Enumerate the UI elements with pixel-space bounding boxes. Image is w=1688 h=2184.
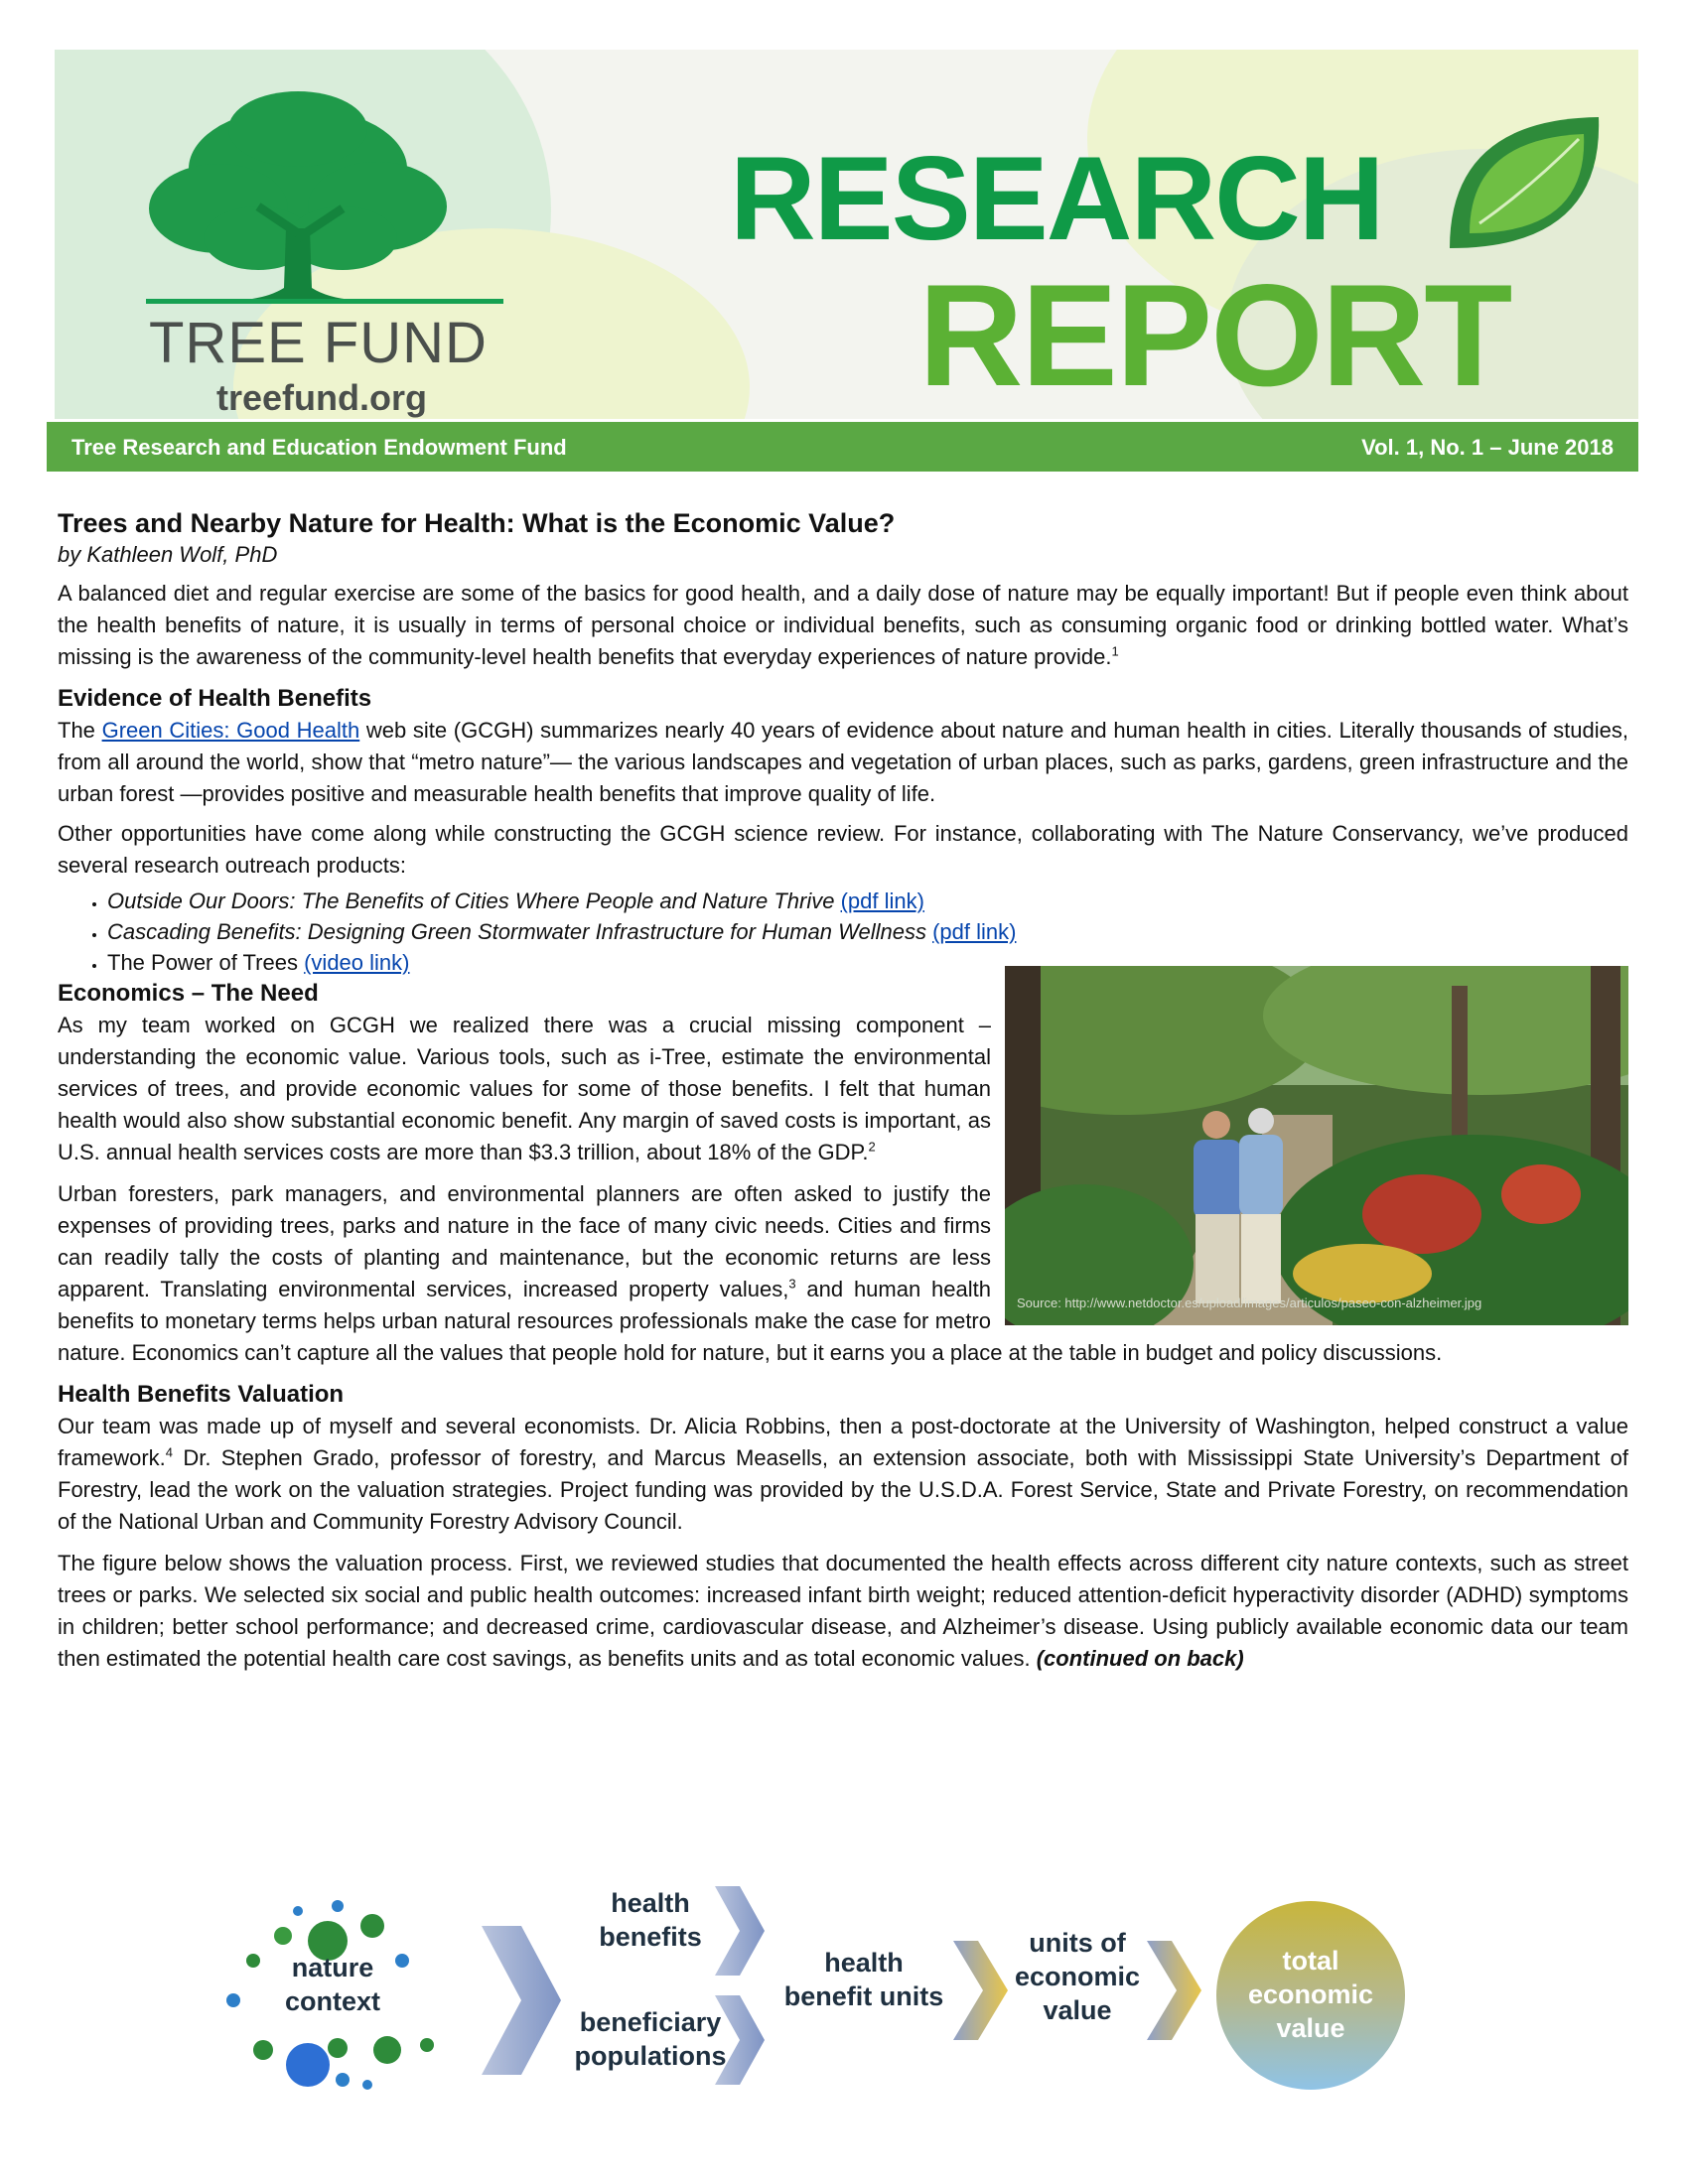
- economics-text-after: and human health benefits to monetary terms helps urban natural resources professionals make the case for metro nature. Economics can’t capture all the values that people hold for nature, but it earns you a place at the table in budget and policy discussions.: [58, 1277, 1443, 1365]
- economics-text-before: Urban foresters, park managers, and environmental planners are often asked to justify the expenses of providing trees, parks and nature in the face of many civic needs. Cities and firms can readily tally the costs of planting and maintenance, but the economic returns are less apparent. Translating environmental services, increased property values,: [58, 1181, 991, 1301]
- list-item: [107, 886, 1628, 916]
- label-line: beneficiary: [579, 2007, 722, 2037]
- units-of-economic-value-label: [1008, 1926, 1147, 2027]
- pdf-link[interactable]: (pdf link): [840, 888, 924, 913]
- beneficiary-populations-label: [561, 2005, 740, 2073]
- valuation-text-after: Dr. Stephen Grado, professor of forestry, and Marcus Measells, an extension associate, both with Mississippi State University’s Department of Forestry, lead the work on the valuation strategies. Project funding was provided by the U.S.D.A. Forest Service, State and Private Forestry, on recommendation of the National Urban and Community Forestry Advisory Council.: [58, 1445, 1628, 1534]
- evidence-text-after: web site (GCGH) summarizes nearly 40 years of evidence about nature and human health in cities. Literally thousands of studies, from all around the world, show that “metro nature”— the various landscapes and vegetation of urban places, such as parks, gardens, green infrastructure and the urban forest —provides positive and measurable health benefits that improve quality of life.: [58, 718, 1628, 806]
- photo-credit: Source: http://www.netdoctor.es/upload/images/articulos/paseo-con-alzheimer.jpg: [1017, 1296, 1482, 1310]
- video-link[interactable]: (video link): [304, 950, 410, 975]
- garden-path-image: [1005, 966, 1628, 1325]
- list-item: [107, 916, 1628, 947]
- valuation-text-before: Our team was made up of myself and several economists. Dr. Alicia Robbins, then a post-doctorate at the University of Washington, helped construct a value framework.: [58, 1414, 1628, 1470]
- valuation-paragraph-2: [58, 1548, 1628, 1675]
- issue-banner: [47, 422, 1638, 472]
- footnote-ref: 1: [1111, 643, 1119, 659]
- garden-photo: [1005, 966, 1628, 1325]
- label-line: health: [611, 1888, 690, 1918]
- label-line: health: [824, 1948, 904, 1978]
- heading-economics: Economics – The Need: [58, 980, 319, 1007]
- health-benefit-units-label: [774, 1946, 953, 2013]
- footnote-ref: 3: [788, 1276, 796, 1292]
- evidence-paragraph: [58, 715, 1628, 810]
- org-url: treefund.org: [216, 377, 427, 418]
- economics-text: As my team worked on GCGH we realized there was a crucial missing component – understanding the economic value. Various tools, such as i-Tree, estimate the environmental services of trees, and provide economic values for some of those benefits. I felt that human health would also show substantial economic benefit. Any margin of saved costs is important, as U.S. annual health services costs are more than $3.3 trillion, about 18% of the GDP.: [58, 1013, 991, 1164]
- byline: by Kathleen Wolf, PhD: [58, 542, 278, 567]
- footnote-ref: 4: [165, 1444, 174, 1460]
- green-cities-link[interactable]: Green Cities: Good Health: [101, 718, 360, 743]
- product-title: The Power of Trees: [107, 950, 298, 975]
- masthead: [55, 50, 1638, 419]
- label-line: economic: [1247, 1979, 1374, 2009]
- article-title: Trees and Nearby Nature for Health: What is the Economic Value?: [58, 508, 896, 538]
- product-title: Outside Our Doors: The Benefits of Cities Where People and Nature Thrive: [107, 888, 835, 913]
- valuation-process-figure: [194, 1866, 1484, 2115]
- label-line: benefits: [599, 1922, 702, 1952]
- footnote-ref: 2: [868, 1139, 876, 1155]
- label-line: value: [1043, 1995, 1112, 2025]
- label-line: context: [284, 1986, 381, 2016]
- title-research: RESEARCH: [730, 132, 1383, 265]
- tagline: Tree Research and Education Endowment Fund: [71, 435, 567, 460]
- leaf-icon: [1440, 109, 1609, 258]
- label-line: units of: [1029, 1928, 1126, 1958]
- products-list: [58, 886, 1628, 978]
- label-line: economic: [1014, 1962, 1141, 1991]
- brand-underline: [146, 299, 503, 304]
- continued-note: (continued on back): [1036, 1646, 1244, 1671]
- valuation-paragraph-1: [58, 1411, 1628, 1538]
- label-line: benefit units: [783, 1981, 944, 2011]
- evidence-text-before: The: [58, 718, 102, 743]
- article-body: [58, 506, 1628, 1685]
- intro-paragraph: [58, 578, 1628, 673]
- nature-context-label: [263, 1951, 402, 2018]
- opportunities-paragraph: Other opportunities have come along while constructing the GCGH science review. For instance, collaborating with The Nature Conservancy, we’ve produced several research outreach products:: [58, 821, 1628, 878]
- label-line: value: [1276, 2013, 1345, 2043]
- title-report: REPORT: [918, 254, 1511, 416]
- product-title: Cascading Benefits: Designing Green Stormwater Infrastructure for Human Wellness: [107, 919, 926, 944]
- org-name: TREE FUND: [149, 311, 488, 375]
- intro-text: A balanced diet and regular exercise are some of the basics for good health, and a daily dose of nature may be equally important! But if people even think about the health benefits of nature, it is usually in terms of personal choice or individual benefits, such as consuming organic food or drinking bottled water. What’s missing is the awareness of the community-level health benefits that everyday experiences of nature provide.: [58, 581, 1628, 669]
- label-line: nature: [291, 1953, 374, 1982]
- pdf-link[interactable]: (pdf link): [932, 919, 1017, 944]
- valuation-text: The figure below shows the valuation process. First, we reviewed studies that documented the health effects across different city nature contexts, such as street trees or parks. We selected six social and public health outcomes: increased infant birth weight; reduced attention-deficit hyperactivity disorder (ADHD) symptoms in children; better school performance; and decreased crime, cardiovascular disease, and Alzheimer’s disease. Using publicly available economic data our team then estimated the potential health care cost savings, as benefits units and as total economic values.: [58, 1551, 1628, 1671]
- label-line: populations: [574, 2041, 727, 2071]
- label-line: total: [1282, 1946, 1339, 1976]
- heading-evidence: Evidence of Health Benefits: [58, 685, 372, 712]
- heading-valuation: Health Benefits Valuation: [58, 1381, 345, 1408]
- health-benefits-label: [576, 1886, 725, 1954]
- total-economic-value-label: [1231, 1944, 1390, 2045]
- issue-info: Vol. 1, No. 1 – June 2018: [1361, 435, 1614, 460]
